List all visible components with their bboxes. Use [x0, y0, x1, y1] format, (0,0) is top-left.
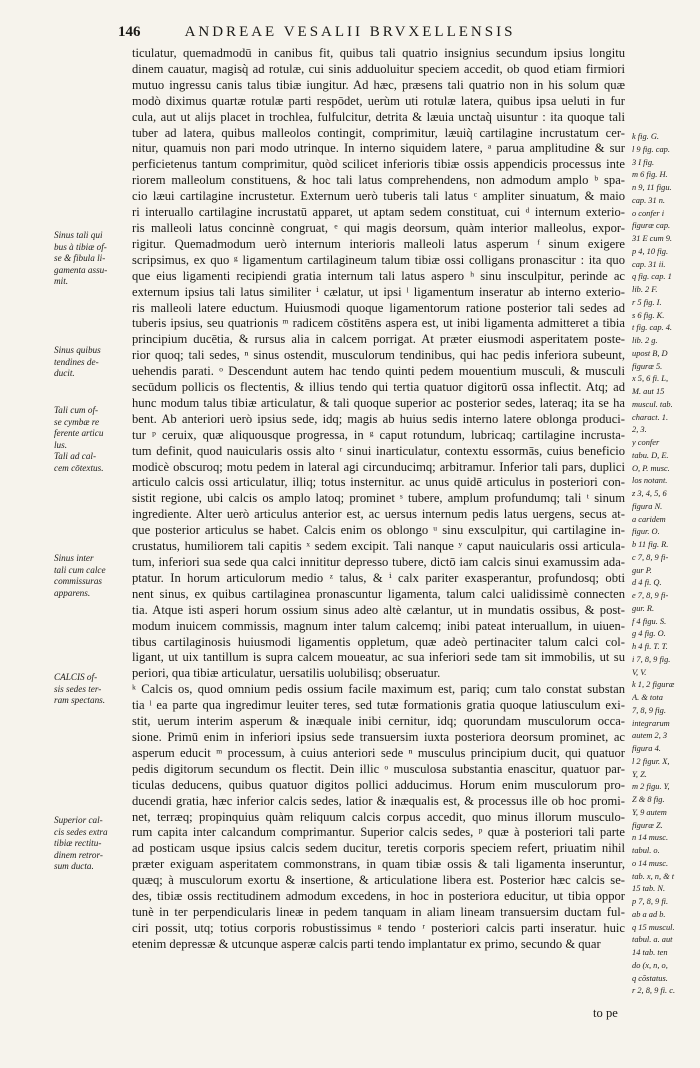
margin-note-line: Tali cum of- [54, 405, 99, 415]
text-line: mutuo ingressu canis talus tibiæ iungitur. Ad hæc, præsens tali quatrio non in his solum quæ [132, 77, 625, 92]
text-line: stit, uerum interim asperum & inæquale inibi cernitur, idq; quorundam musculorum occa- [132, 714, 625, 729]
text-line: cula, aut ut alijs placet in trochlea, fulfulcitur, detrita & læuia unctaq̀ uisuntur : ita quoque tali [132, 109, 625, 124]
figure-reference: cap. 31 ii. [632, 259, 666, 269]
figure-reference: n 14 musc. [632, 833, 669, 843]
figure-reference: figura 4. [632, 744, 661, 753]
figure-reference: muscul. tab. [632, 399, 673, 409]
margin-note-line: Sinus quibus [54, 345, 101, 355]
text-line: tum definit, quod nauicularis ossis alto ʳ sinui inarticulatur, contextu essormās, cuius beneficio [132, 443, 625, 458]
figure-reference: figuræ 5. [632, 361, 663, 371]
margin-note [54, 815, 126, 873]
margin-note [54, 230, 126, 288]
margin-note-line: tendines de- [54, 356, 99, 367]
margin-note-line: tibiæ rectitu- [54, 838, 102, 848]
text-line: tia. Atque isti asperi horum ossium sinus adeo altè cælantur, ut in mundatis ossibus, & post- [132, 602, 625, 617]
text-line: nitur, quamuis non pari modo utrinque. In interno siquidem latere, ᵃ parua amplitudine & sur [132, 141, 625, 156]
margin-note [54, 553, 126, 599]
figure-reference: q cōstatus. [632, 973, 668, 983]
figure-reference: x 5, 6 fi. L, [632, 374, 669, 384]
text-line: sistit regione, ubi calcis os amplo latoq; prominet ˢ tubere, amplum profundumq; tali ᵗ sinum [132, 491, 625, 506]
text-line: principium ducētia, & rursus alia in calcem porrigat. At præter eiusmodi asperitatem poste- [132, 332, 625, 347]
text-line: rigitur. Quemadmodum uerò internum interioris malleoli latus asperum ᶠ sinum exigere [132, 236, 625, 251]
figure-reference: figura N. [632, 501, 663, 511]
figure-reference: autem 2, 3 [632, 731, 668, 741]
figure-reference: cap. 31 n. [632, 195, 666, 205]
figure-reference: charact. 1. [632, 412, 669, 422]
text-line: secūdum pollicis os flectentis, & illius tendo qui tertia quatuor digitorū ossa inflectit. Atq; ad [132, 380, 625, 395]
figure-reference: O, P. musc. [632, 463, 670, 473]
text-line: modicè obscuroq; motu pedem in lateral agi circunducimq; arbitramur. Inferior tali pars, duplici [132, 459, 625, 474]
figure-reference: 2, 3. [632, 425, 647, 435]
figure-reference: l 2 figur. X, [632, 756, 670, 766]
figure-reference: 14 tab. ten [632, 948, 668, 957]
figure-reference: k fig. G. [632, 132, 659, 141]
text-line: ticulatur, quemadmodū in canibus fit, quibus tali quatrio insignius secundum ipsius longitu [132, 46, 625, 60]
text-line: scripsimus, ex quo ᵍ ligamentum cartilagineum talum tibiæ ossi colligans pronascitur : ita quo [132, 252, 625, 267]
figure-reference: c 7, 8, 9 fi- [632, 552, 669, 562]
figure-reference: lib. 2 F. [632, 285, 658, 294]
text-line: hunc modum talus tibiæ articulatur, & tali quoque superior ac posterior sedes, lateraq; ita se ha [132, 395, 625, 410]
margin-note-line: tali cum calce [54, 564, 106, 575]
text-line: præter exiguam asperitatem commonstrans, in quam tibiæ ossis & tali ligamenta inseruntur, [132, 857, 625, 872]
figure-reference: r 5 fig. I. [632, 297, 662, 307]
text-line: quæq; à musculorum exortu & insertione, & articulatione libera est. Posterior hæc calcis se- [132, 873, 625, 888]
figure-reference: Z & 8 fig. [632, 795, 665, 804]
margin-note-line: ferente articu [54, 428, 104, 438]
margin-note-line: gamenta assu- [54, 264, 108, 275]
text-line: ad posticam usque ipsius calcis sedem ducitur, teretis corporis speciem refert, priuatim nihil [132, 841, 625, 856]
figure-reference: p 4, 10 fig. [632, 246, 669, 256]
figure-reference: q 15 muscul. [632, 922, 675, 932]
text-line: tuberis ipsius, seu quatrionis ᵐ radicem cōstitēns aspera est, ut inibi ligamenta admitteret a tibia [132, 316, 625, 331]
figure-reference: tabul. o. [632, 846, 660, 855]
margin-note-line: Superior cal- [54, 815, 103, 825]
figure-reference: e 7, 8, 9 fi- [632, 591, 669, 600]
running-head: ANDREAE VESALII BRVXELLENSIS [184, 24, 516, 40]
figure-reference: Y, 9 autem [632, 807, 667, 817]
catchword: to pe [593, 1006, 618, 1020]
figure-reference: n 9, 11 figu. [632, 183, 672, 192]
margin-note-line: ducit. [54, 368, 75, 378]
margin-note-line: apparens. [54, 587, 91, 598]
text-line: nent sinus, ex quibus cartilaginea pronascuntur ligamenta, talum calci ualidissimè connecten [132, 586, 625, 601]
margin-note-line: cem cōtextus. [54, 462, 104, 473]
figure-reference: l 9 fig. cap. [632, 144, 670, 154]
margin-note [54, 345, 126, 380]
margin-note-line: mit. [54, 276, 69, 286]
figure-reference: lib. 2 g. [632, 336, 658, 345]
text-line: dinem cauatur, magisq̀ ad rotulæ, cui sinis adduoluitur speciem accedit, ob quod etiam firmiori [132, 61, 625, 76]
margin-note-line: bus à tibiæ of- [54, 241, 107, 252]
figure-reference: k 1, 2 figuræ [632, 680, 675, 690]
figure-reference: ab a ad b. [632, 909, 666, 919]
text-line: periori, qua tibiæ articulatur, uersatilis uolubilisq; obseruatur. [132, 666, 441, 681]
text-line: ris malleoli latere eductum. Huiusmodi quoque ligamentorum ratione posterior tali sedes ad [132, 300, 625, 315]
text-line: ris malleoli latus concinnè congruat, ᵉ qui magis deorsum, quàm interior malleolus, expor- [132, 220, 625, 235]
figure-reference: figuræ Z. [632, 820, 663, 830]
figure-reference: o 14 musc. [632, 858, 669, 868]
text-line: que eius ligamenti recipiendi gratia internum tali latus aspero ʰ sinu insculpitur, perinde ac [132, 268, 625, 283]
figure-reference: i 7, 8, 9 fig. [632, 654, 671, 664]
text-line: tur ᵖ ceruix, quæ aliquousque progressa, in ᵍ caput rotundum, lubricaq; cartilagine incrusta- [132, 427, 625, 442]
margin-note [54, 672, 126, 707]
margin-note-line: CALCIS of- [54, 672, 98, 682]
figure-reference: 31 E cum 9. [632, 234, 673, 243]
text-line: modum inuicem commissis, magnum inter talum calcemq; inibi pateat interuallum, in uiuen- [132, 618, 625, 633]
figure-reference: d 4 fi. Q. [632, 578, 662, 588]
margin-note-line: Sinus tali qui [54, 230, 103, 240]
text-line: externum ipsius tali latus similiter ⁱ cælatur, ut ipsi ˡ ligamentum inseratur ab interno exterio- [132, 284, 625, 299]
figure-reference: 7, 8, 9 fig. [632, 705, 666, 715]
margin-note-line: sis sedes ter- [54, 683, 102, 694]
text-line: des, tibiæ ossis rectitudinem admodum excedens, in hoc in posteriora educitur, ut tibia oppor [132, 889, 625, 904]
text-line: uehendis parati. ᵒ Descendunt autem hac tendo quinti pedem mouentium musculi, & musculi [132, 364, 625, 379]
text-line: tia ˡ ea parte qua ingredimur leuiter teres, sed tutæ formationis gratia quoque latiusculum exi- [132, 698, 625, 713]
text-line: ptatur. In horum articulorum medio ᶻ talus, & ⁱ calx pariter exasperantur, profundosq; obti [132, 570, 625, 585]
figure-reference: q fig. cap. 1 [632, 272, 672, 282]
margin-note-line: commissuras [54, 576, 102, 586]
text-line: rior quoq; tali sedes, ⁿ sinus ostendit, musculorum tendinibus, qui hac pedis inferiora subeunt, [132, 348, 625, 363]
figure-reference: p 7, 8, 9 fi. [632, 897, 669, 906]
figure-reference: figur. O. [632, 527, 660, 537]
figure-reference: m 2 figu. Y, [632, 782, 670, 792]
margin-note [54, 451, 126, 474]
figure-reference: g 4 fig. O. [632, 629, 666, 639]
figure-reference: h 4 fi. T. T. [632, 642, 668, 651]
figure-reference: 3 I fig. [632, 157, 655, 167]
text-line: cio læui cartilagine incrustetur. Externum uerò tuberis tali latus ᶜ ampliter sinuatum, & maio [132, 189, 625, 204]
text-line: que posterior articulus se habet. Calcis enim os oblongo ᵘ sinu exsculpitur, qui cartilagine in- [132, 523, 625, 538]
figure-reference: los notant. [632, 476, 668, 486]
margin-note-line: dinem retror- [54, 849, 103, 860]
text-line: tibus cartilaginosis huiusmodi ligamentis oppletum, quæ adeò pertinaciter talum calci col- [132, 634, 625, 649]
figure-reference: figuræ cap. [632, 221, 671, 231]
text-line: ducendi gratia, hæc inferior calcis sedes, latior & inæqualis est, & processus ille ob hoc promi- [132, 793, 625, 808]
figure-reference: M. aut 15 [632, 387, 665, 396]
figure-reference: b 11 fig. R. [632, 540, 669, 549]
main-text-block [132, 46, 625, 953]
figure-reference: y confer [632, 438, 660, 447]
text-line: modò diximus quartæ rotulæ parti respōdet, uerùm uti rotulæ latera, quibus ipsa ueluti in fur [132, 93, 625, 108]
margin-note-line: Tali ad cal- [54, 451, 97, 461]
figure-reference: tabu. D, E. [632, 450, 669, 460]
margin-note [54, 405, 126, 451]
text-line: perficietenus tantum comprimitur, quòd scilicet inferioris tibiæ ossis appendicis processus inte [132, 157, 625, 172]
figure-reference: tabul. a. aut [632, 935, 673, 945]
text-line: riorem malleolum constituens, & hoc tali latus comprehendens, non admodum amplo ᵇ spa- [132, 173, 625, 188]
figure-reference: gur. R. [632, 603, 655, 613]
text-line: tunè in ter perpendicularis lineæ in pedem tanquam in aliam lineam transuersim ductam ful- [132, 904, 625, 919]
text-line: pedis digitorum secundum os flectit. Dein illic ᵒ musculosa substantia enascitur, quatuor par- [132, 761, 625, 776]
text-line: crustatus, humiliorem tali capitis ˣ sedem excipit. Tali nanque ʸ caput nauicularis ossi articula- [132, 539, 625, 554]
figure-reference: A. & tota [632, 693, 663, 702]
text-line: ligant, ut uix tantillum is supra calcem moueatur, ac sua inferiori sede tam sit immobilis, ut su [132, 650, 625, 665]
figure-reference: t fig. cap. 4. [632, 323, 673, 333]
text-line: ri interuallo cartilagine incrustatū apparet, ut aptam sedem constituat, cui ᵈ internum exterio- [132, 205, 625, 220]
page-number: 146 [118, 24, 141, 40]
figure-reference: Y, Z. [632, 769, 647, 779]
figure-reference: V, V. [632, 667, 647, 677]
text-line: ticulas deducens, quibus quatuor digitos pollici adducimus. Horum enim musculorum pro- [132, 777, 625, 792]
margin-note-line: ram spectans. [54, 695, 106, 705]
figure-reference: integrarum [632, 718, 670, 728]
text-line: asperum educit ᵐ processum, à cuius anteriori sede ⁿ musculus principium ducit, qui quatuor [132, 745, 625, 760]
text-line: rum capita inter calcandum comprimantur. Superior calcis sedes, ᵖ quæ à posteriori tali parte [132, 825, 625, 840]
figure-reference: upost B, D [632, 348, 668, 358]
text-line: ᵏ Calcis os, quod omnium pedis ossium facile maximum est, pariq; cum talo constat substan [132, 682, 625, 697]
text-line: net, terræq; propinquius quàm reliquum calcis corpus accedit, quo minus illorum musculo- [132, 809, 625, 824]
figure-reference: z 3, 4, 5, 6 [632, 489, 667, 498]
text-line: articulo calcis ossi articulatur, illiq; totus insternitur. ac unus quidē articulus in posteriori con- [132, 475, 625, 490]
figure-reference: o confer i [632, 208, 665, 218]
figure-reference: a caridem [632, 514, 666, 524]
margin-note-line: Sinus inter [54, 553, 94, 563]
margin-note-line: se cymbæ re [54, 416, 100, 427]
figure-reference: gur P. [632, 565, 652, 575]
right-margin-notes [632, 131, 694, 998]
margin-note-line: cis sedes extra [54, 826, 108, 837]
figure-reference: 15 tab. N. [632, 884, 666, 894]
figure-reference: tab. x, n, & t [632, 871, 675, 881]
figure-reference: s 6 fig. K. [632, 310, 665, 320]
text-line: ciri possit, utq; totius corporis robustissimus ᵍ tendo ʳ posteriori calcis parti inseratur. huic [132, 920, 625, 935]
margin-note-line: sum ducta. [54, 861, 94, 871]
text-line: sione. Primū enim in inferiori ipsius sede transuersim iuxta posteriora deorsum prominet, ac [132, 729, 625, 744]
text-line: bent. Ab anteriori uerò ipsius sede, idq; magis ab huius sedis interno latere oblonga produci- [132, 411, 625, 426]
figure-reference: r 2, 8, 9 fi. c. [632, 986, 676, 996]
text-line: tuber ad latera, quibus malleolos contingit, comprimitur, læuiq̀ cartilagine incrustatum cer- [132, 125, 625, 140]
margin-note-line: lus. [54, 439, 68, 450]
figure-reference: do (x, n, o, [632, 960, 668, 970]
figure-reference: m 6 fig. H. [632, 170, 668, 180]
margin-note-line: se & fibula li- [54, 253, 106, 263]
figure-reference: f 4 figu. S. [632, 616, 667, 626]
text-line: ingrediente. Alter uerò articulus anterior est, ac uersus internum pedis latus uergens, secus at- [132, 507, 625, 522]
text-line: etenim depressæ & utcunque asperæ calcis parti tendo implantatur ex primo, secundo & quar [132, 936, 601, 951]
text-line: tum, inferiori sua sede qua calci innititur depresso tubere, dictō iam calcis sinui examussim ada- [132, 555, 625, 569]
